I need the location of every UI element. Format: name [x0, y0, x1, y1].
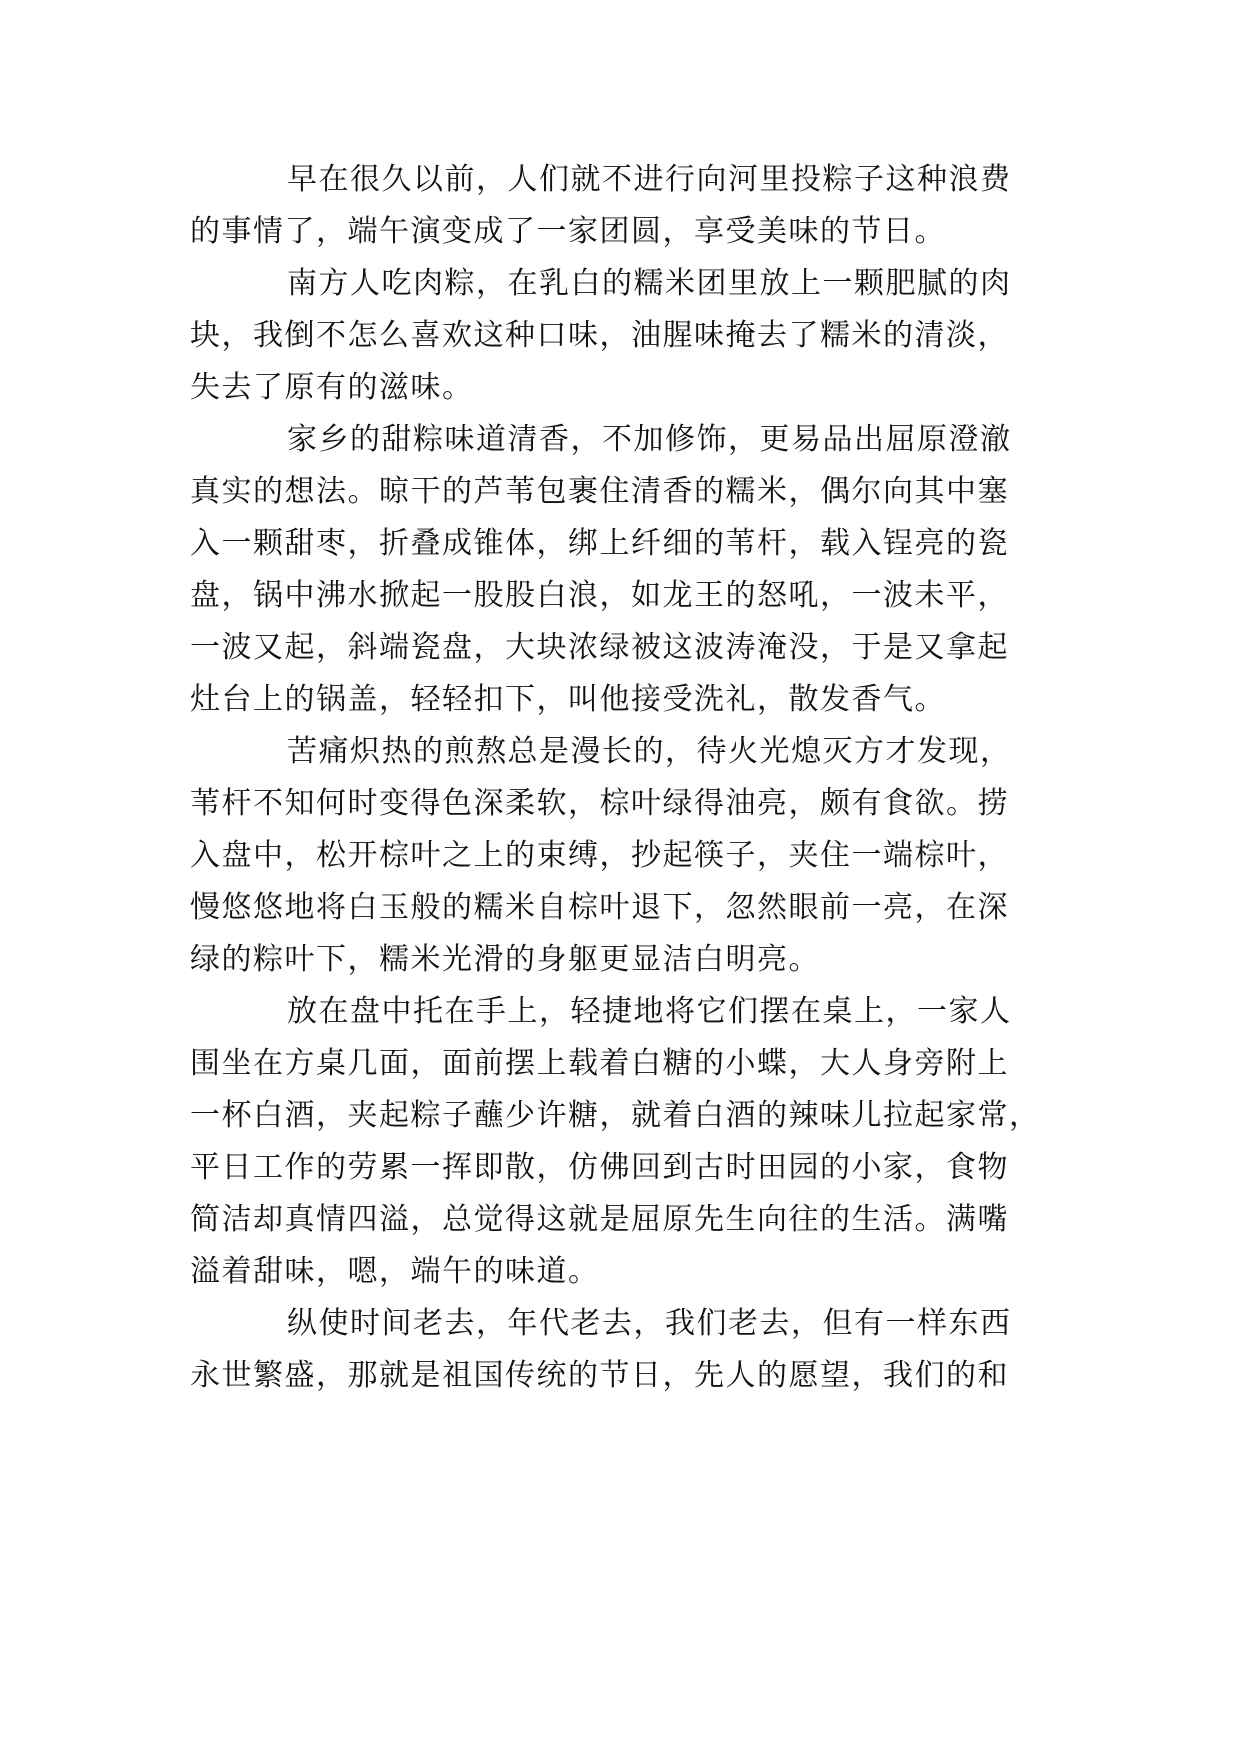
text-line: 平日工作的劳累一挥即散，仿佛回到古时田园的小家，食物 — [190, 1150, 1009, 1185]
text-line: 真实的想法。晾干的芦苇包裹住清香的糯米，偶尔向其中塞 — [190, 474, 1009, 509]
text-line: 盘，锅中沸水掀起一股股白浪，如龙王的怒吼，一波未平， — [190, 578, 1009, 613]
text-line: 围坐在方桌几面，面前摆上载着白糖的小蝶，大人身旁附上 — [190, 1046, 1009, 1081]
text-line: 失去了原有的滋味。 — [190, 370, 474, 405]
text-line: 南方人吃肉粽，在乳白的糯米团里放上一颗肥腻的肉 — [287, 266, 1012, 301]
text-line: 永世繁盛，那就是祖国传统的节日，先人的愿望，我们的和 — [190, 1358, 1009, 1393]
text-line: 一杯白酒，夹起粽子蘸少许糖，就着白酒的辣味儿拉起家常， — [190, 1098, 1041, 1133]
text-line: 家乡的甜粽味道清香，不加修饰，更易品出屈原澄澈 — [287, 422, 1012, 457]
text-line: 灶台上的锅盖，轻轻扣下，叫他接受洗礼，散发香气。 — [190, 682, 946, 717]
text-line: 溢着甜味，嗯，端午的味道。 — [190, 1254, 600, 1289]
text-line: 的事情了，端午演变成了一家团圆，享受美味的节日。 — [190, 214, 946, 249]
text-line: 块，我倒不怎么喜欢这种口味，油腥味掩去了糯米的清淡， — [190, 318, 1009, 353]
text-line: 早在很久以前，人们就不进行向河里投粽子这种浪费 — [287, 162, 1012, 197]
text-line: 慢悠悠地将白玉般的糯米自棕叶退下，忽然眼前一亮，在深 — [190, 890, 1009, 925]
text-line: 简洁却真情四溢，总觉得这就是屈原先生向往的生活。满嘴 — [190, 1202, 1009, 1237]
text-line: 入盘中，松开棕叶之上的束缚，抄起筷子，夹住一端棕叶， — [190, 838, 1009, 873]
text-line: 纵使时间老去，年代老去，我们老去，但有一样东西 — [287, 1306, 1012, 1341]
text-line: 入一颗甜枣，折叠成锥体，绑上纤细的苇杆，载入锃亮的瓷 — [190, 526, 1009, 561]
text-line: 苦痛炽热的煎熬总是漫长的，待火光熄灭方才发现， — [287, 734, 1012, 769]
text-line: 放在盘中托在手上，轻捷地将它们摆在桌上，一家人 — [287, 994, 1012, 1029]
text-line: 苇杆不知何时变得色深柔软，棕叶绿得油亮，颇有食欲。捞 — [190, 786, 1009, 821]
text-line: 绿的粽叶下，糯米光滑的身躯更显洁白明亮。 — [190, 942, 820, 977]
text-line: 一波又起，斜端瓷盘，大块浓绿被这波涛淹没，于是又拿起 — [190, 630, 1009, 665]
